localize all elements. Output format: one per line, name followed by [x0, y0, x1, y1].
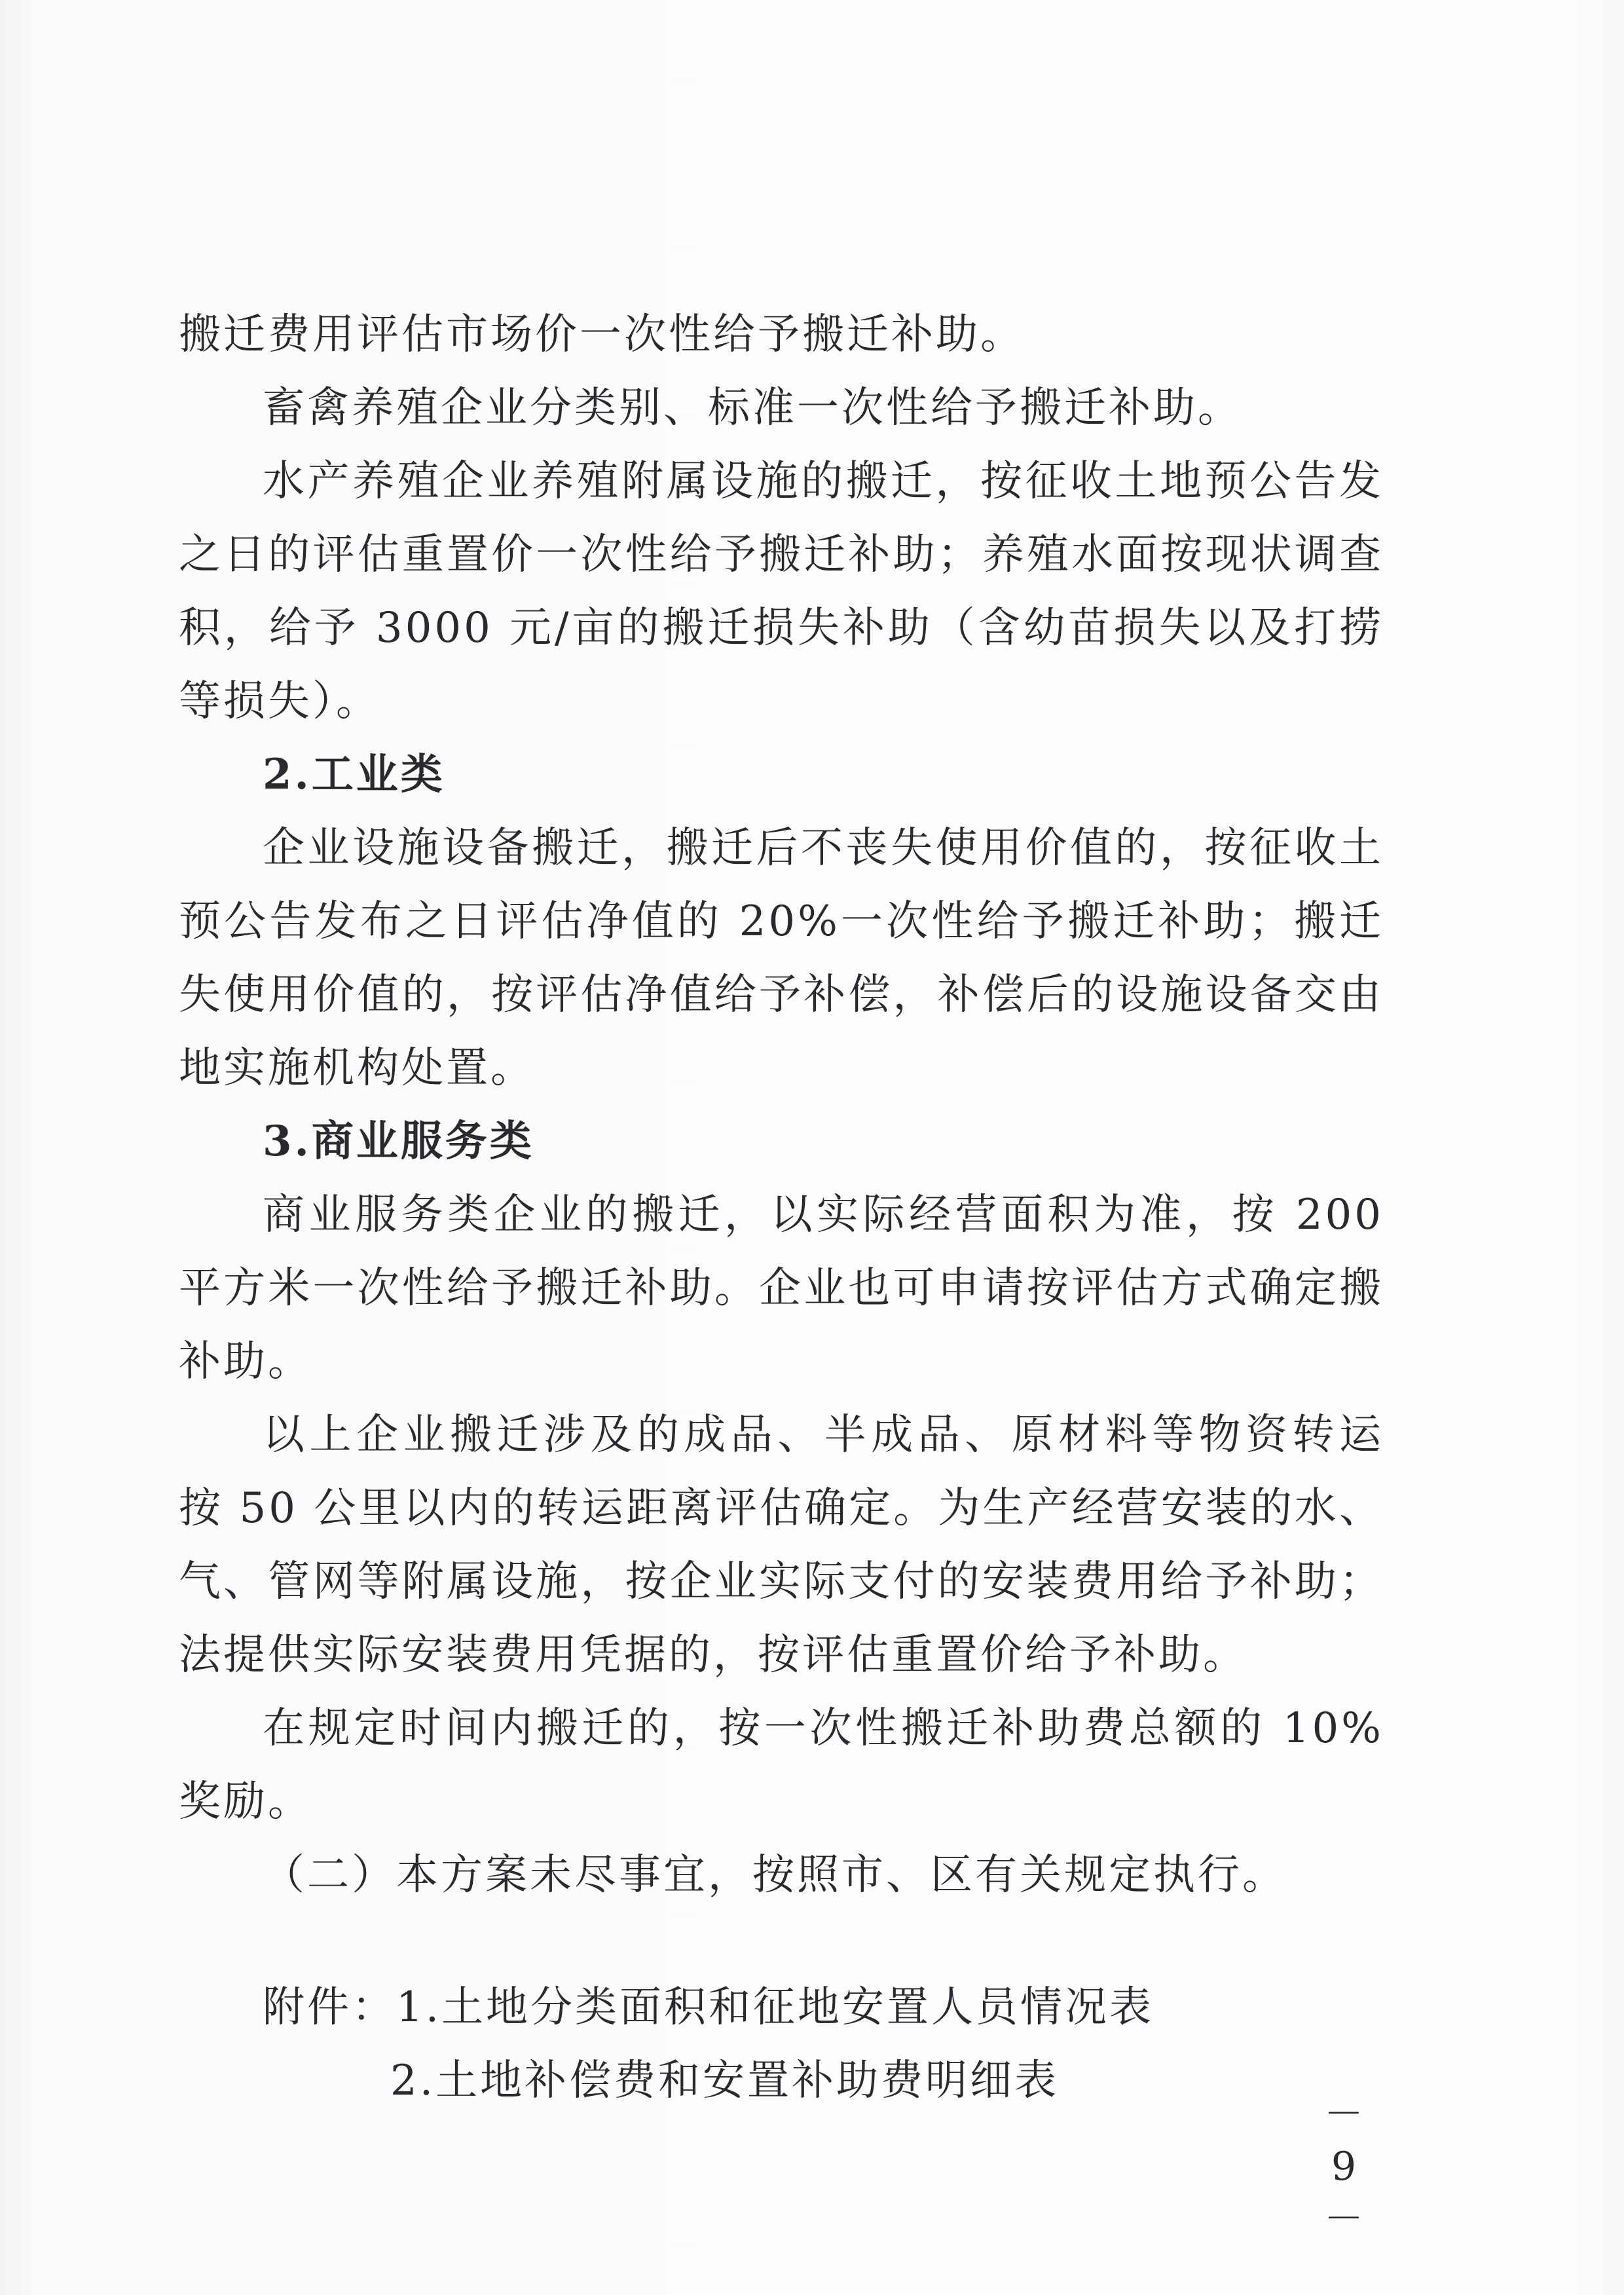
paragraph-line: 补助。 [179, 1337, 312, 1386]
paragraph-line: 畜禽养殖企业分类别、标准一次性给予搬迁补助。 [263, 384, 1242, 432]
paragraph-line: 失使用价值的，按评估净值给予补偿，补偿后的设施设备交由 [179, 971, 1384, 1019]
document-body [179, 298, 1384, 2118]
attachments-label: 附件： [263, 1983, 396, 2032]
paragraph-line: 预公告发布之日评估净值的 20%一次性给予搬迁补助；搬迁 [179, 897, 1384, 946]
paragraph-line: 之日的评估重置价一次性给予搬迁补助；养殖水面按现状调查 [179, 531, 1384, 579]
paragraph-line: 法提供实际安装费用凭据的，按评估重置价给予补助。 [179, 1631, 1247, 1679]
attachment-item-2: 2.土地补偿费和安置补助费明细表 [390, 2057, 1060, 2105]
paragraph-line: 搬迁费用评估市场价一次性给予搬迁补助。 [179, 310, 1025, 359]
paragraph-line: 商业服务类企业的搬迁，以实际经营面积为准，按 200 [263, 1191, 1384, 1239]
paragraph-line: （二）本方案未尽事宜，按照市、区有关规定执行。 [263, 1851, 1287, 1899]
paragraph-line: 在规定时间内搬迁的，按一次性搬迁补助费总额的 10% [263, 1704, 1384, 1753]
paragraph-line: 奖励。 [179, 1778, 312, 1826]
paragraph-line: 按 50 公里以内的转运距离评估确定。为生产经营安装的水、 [179, 1484, 1384, 1533]
page-number: － 9 － [1324, 2091, 1367, 2242]
paragraph-line: 地实施机构处置。 [179, 1044, 535, 1092]
spacer [179, 1912, 1384, 1971]
section-heading-commercial: 3.商业服务类 [263, 1117, 534, 1166]
paragraph-line: 积，给予 3000 元/亩的搬迁损失补助（含幼苗损失以及打捞 [179, 604, 1384, 652]
paragraph-line: 以上企业搬迁涉及的成品、半成品、原材料等物资转运 [263, 1411, 1384, 1459]
paragraph-line: 气、管网等附属设施，按企业实际支付的安装费用给予补助； [179, 1558, 1384, 1606]
attachment-item-1: 1.土地分类面积和征地安置人员情况表 [396, 1983, 1154, 2032]
paragraph-line: 等损失）。 [179, 677, 380, 726]
paragraph-line: 企业设施设备搬迁，搬迁后不丧失使用价值的，按征收土 [263, 824, 1384, 872]
paragraph-line: 水产养殖企业养殖附属设施的搬迁，按征收土地预公告发 [263, 457, 1384, 506]
attachments-first-line [179, 1971, 1384, 2044]
section-heading-industrial: 2.工业类 [263, 750, 445, 799]
paragraph-line: 平方米一次性给予搬迁补助。企业也可申请按评估方式确定搬 [179, 1264, 1384, 1313]
